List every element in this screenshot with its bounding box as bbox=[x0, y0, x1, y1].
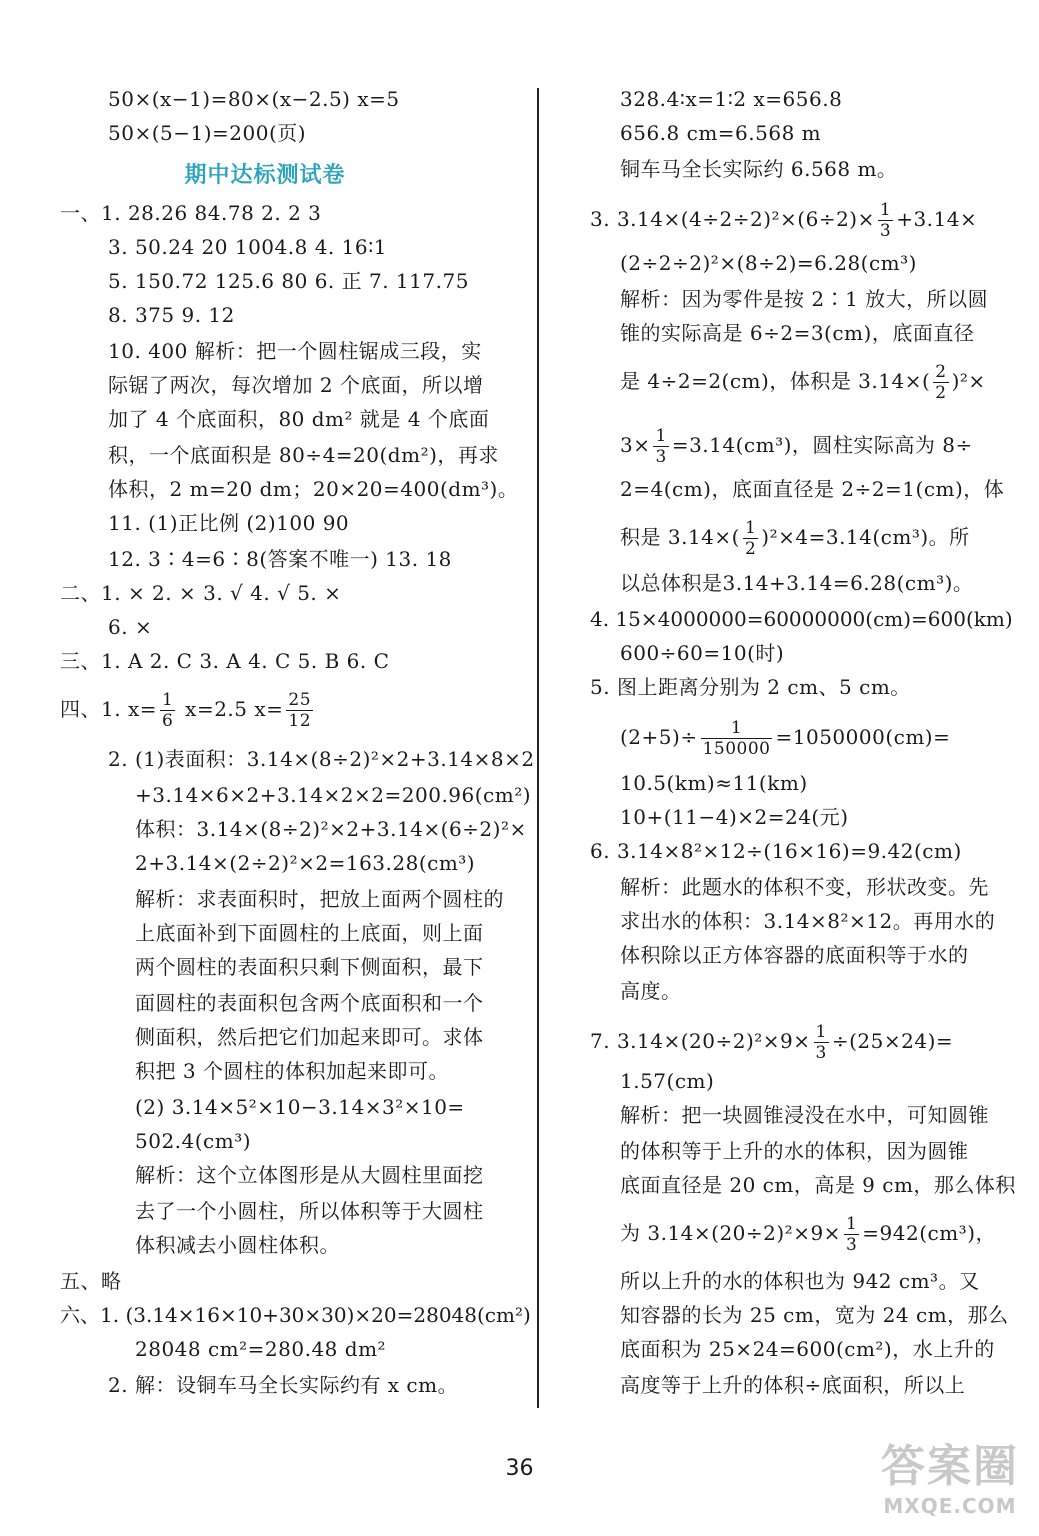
answer-line: 2=4(cm)，底面直径是 2÷2=1(cm)，体 bbox=[620, 477, 1005, 501]
answer-line: 体积减去小圆柱体积。 bbox=[135, 1233, 340, 1257]
answer-line-with-fraction bbox=[590, 1022, 953, 1063]
denominator: 2 bbox=[744, 539, 757, 559]
answer-line: 10.5(km)≈11(km) bbox=[620, 771, 808, 795]
answer-line: 10+(11−4)×2=24(元) bbox=[620, 805, 849, 829]
denominator: 6 bbox=[161, 711, 174, 731]
answer-line: 去了一个小圆柱，所以体积等于大圆柱 bbox=[135, 1199, 484, 1223]
denominator: 3 bbox=[879, 221, 892, 241]
fraction bbox=[653, 426, 668, 467]
numerator: 1 bbox=[744, 518, 757, 538]
numerator: 1 bbox=[845, 1214, 858, 1234]
answer-line: 600÷60=10(时) bbox=[620, 641, 785, 665]
fraction bbox=[701, 718, 773, 759]
answer-line: 502.4(cm³) bbox=[135, 1129, 252, 1153]
answer-line: 际锯了两次，每次增加 2 个底面，所以增 bbox=[108, 373, 484, 397]
fraction bbox=[160, 690, 175, 731]
text-segment: 是 4÷2=2(cm)，体积是 3.14×( bbox=[620, 369, 931, 393]
column-divider bbox=[537, 88, 539, 1408]
answer-line: 解析：把一块圆锥浸没在水中，可知圆锥 bbox=[620, 1103, 989, 1127]
answer-line-with-fraction bbox=[620, 362, 986, 403]
answer-line: 加了 4 个底面积，80 dm² 就是 4 个底面 bbox=[108, 407, 490, 431]
answer-line: 体积：3.14×(8÷2)²×2+3.14×(6÷2)²× bbox=[135, 817, 527, 841]
answer-line: 五、略 bbox=[60, 1269, 122, 1293]
numerator: 1 bbox=[655, 426, 667, 446]
answer-line: 12. 3∶4=6∶8(答案不唯一) 13. 18 bbox=[108, 547, 452, 571]
denominator: 3 bbox=[815, 1043, 827, 1063]
answer-line: 底面积为 25×24=600(cm²)，水上升的 bbox=[620, 1337, 995, 1361]
answer-line: (2÷2÷2)²×(8÷2)=6.28(cm³) bbox=[620, 251, 917, 275]
numerator: 25 bbox=[288, 690, 312, 710]
text-segment: 3× bbox=[620, 433, 651, 457]
denominator: 2 bbox=[935, 383, 947, 403]
fraction bbox=[814, 1022, 829, 1063]
answer-line: 六、1. (3.14×16×10+30×30)×20=28048(cm²) bbox=[60, 1303, 531, 1327]
answer-line-with-fractions bbox=[60, 690, 316, 731]
text-segment: x=2.5 x= bbox=[178, 697, 284, 721]
text-segment: =3.14(cm³)，圆柱实际高为 8÷ bbox=[671, 433, 973, 457]
text-segment: )²× bbox=[951, 369, 986, 393]
answer-line: 10. 400 解析：把一个圆柱锯成三段，实 bbox=[108, 339, 482, 363]
answer-line: 侧面积，然后把它们加起来即可。求体 bbox=[135, 1025, 484, 1049]
answer-line: 二、1. × 2. × 3. √ 4. √ 5. × bbox=[60, 581, 342, 605]
numerator: 1 bbox=[815, 1022, 827, 1042]
answer-line: 所以上升的水的体积也为 942 cm³。又 bbox=[620, 1269, 980, 1293]
answer-line: 5. 图上距离分别为 2 cm、5 cm。 bbox=[590, 675, 911, 699]
denominator: 150000 bbox=[702, 739, 771, 759]
answer-line: 2. 解：设铜车马全长实际约有 x cm。 bbox=[108, 1373, 459, 1397]
answer-line: (2) 3.14×5²×10−3.14×3²×10= bbox=[135, 1095, 465, 1119]
answer-line: 2+3.14×(2÷2)²×2=163.28(cm³) bbox=[135, 851, 476, 875]
numerator: 1 bbox=[879, 200, 892, 220]
text-segment: 3. 3.14×(4÷2÷2)²×(6÷2)× bbox=[590, 207, 875, 231]
text-segment: =942(cm³)， bbox=[862, 1221, 997, 1245]
answer-line: 2. (1)表面积：3.14×(8÷2)²×2+3.14×8×2 bbox=[108, 747, 535, 771]
answer-line: 656.8 cm=6.568 m bbox=[620, 121, 822, 145]
page-number: 36 bbox=[505, 1456, 534, 1481]
numerator: 2 bbox=[935, 362, 947, 382]
watermark-text: 答案圈 bbox=[881, 1441, 1019, 1492]
answer-line: 6. 3.14×8²×12÷(16×16)=9.42(cm) bbox=[590, 839, 962, 863]
fraction bbox=[878, 200, 893, 241]
answer-line: 面圆柱的表面积包含两个底面积和一个 bbox=[135, 991, 484, 1015]
section-title: 期中达标测试卷 bbox=[184, 163, 346, 188]
answer-line: 高度等于上升的体积÷底面积，所以上 bbox=[620, 1373, 966, 1397]
answer-line: 体积，2 m=20 dm；20×20=400(dm³)。 bbox=[108, 477, 519, 501]
fraction bbox=[286, 690, 313, 731]
answer-line: 解析：求表面积时，把放上面两个圆柱的 bbox=[135, 887, 504, 911]
fraction bbox=[743, 518, 758, 559]
answer-line: 积把 3 个圆柱的体积加起来即可。 bbox=[135, 1059, 449, 1083]
text-segment: 为 3.14×(20÷2)²×9× bbox=[620, 1221, 841, 1245]
numerator: 1 bbox=[161, 690, 174, 710]
answer-line: 求出水的体积：3.14×8²×12。再用水的 bbox=[620, 909, 996, 933]
answer-line: 解析：这个立体图形是从大圆柱里面挖 bbox=[135, 1163, 484, 1187]
answer-line: 50×(5−1)=200(页) bbox=[108, 121, 307, 145]
text-segment: +3.14× bbox=[896, 207, 978, 231]
answer-line: 28048 cm²=280.48 dm² bbox=[135, 1337, 387, 1361]
answer-line: 5. 150.72 125.6 80 6. 正 7. 117.75 bbox=[108, 269, 469, 293]
numerator: 1 bbox=[701, 718, 773, 739]
text-segment: 7. 3.14×(20÷2)²×9× bbox=[590, 1029, 811, 1053]
answer-line: 积，一个底面积是 80÷4=20(dm²)，再求 bbox=[108, 443, 499, 467]
denominator: 3 bbox=[655, 447, 667, 467]
answer-line: 328.4∶x=1∶2 x=656.8 bbox=[620, 87, 843, 111]
answer-line: 两个圆柱的表面积只剩下侧面积，最下 bbox=[135, 955, 484, 979]
answer-line: 50×(x−1)=80×(x−2.5) x=5 bbox=[108, 87, 400, 111]
answer-line: 底面直径是 20 cm，高是 9 cm，那么体积 bbox=[620, 1173, 1016, 1197]
answer-line-with-fraction bbox=[620, 1214, 996, 1255]
answer-line: 解析：因为零件是按 2∶1 放大，所以圆 bbox=[620, 287, 989, 311]
text-segment: )²×4=3.14(cm³)。所 bbox=[761, 525, 970, 549]
answer-line-with-fraction bbox=[590, 200, 977, 241]
text-segment: =1050000(cm)= bbox=[775, 725, 951, 749]
answer-line-with-fraction bbox=[620, 518, 970, 559]
watermark-url: MXQE.COM bbox=[883, 1494, 1017, 1518]
text-segment: (2+5)÷ bbox=[620, 725, 698, 749]
answer-line: 体积除以正方体容器的底面积等于水的 bbox=[620, 943, 969, 967]
answer-line: 上底面补到下面圆柱的上底面，则上面 bbox=[135, 921, 484, 945]
text-segment: 四、1. x= bbox=[60, 697, 157, 721]
answer-line: 1.57(cm) bbox=[620, 1069, 715, 1093]
denominator: 12 bbox=[288, 711, 312, 731]
answer-line: 6. × bbox=[108, 615, 153, 639]
answer-line: 8. 375 9. 12 bbox=[108, 303, 235, 327]
text-segment: ÷(25×24)= bbox=[831, 1029, 954, 1053]
answer-line: 11. (1)正比例 (2)100 90 bbox=[108, 511, 350, 535]
answer-line-with-fraction bbox=[620, 718, 950, 759]
answer-line: 一、1. 28.26 84.78 2. 2 3 bbox=[60, 201, 322, 225]
answer-line: 锥的实际高是 6÷2=3(cm)，底面直径 bbox=[620, 321, 975, 345]
answer-line: 4. 15×4000000=60000000(cm)=600(km) bbox=[590, 607, 1013, 631]
answer-line: +3.14×6×2+3.14×2×2=200.96(cm²) bbox=[135, 783, 532, 807]
answer-line: 高度。 bbox=[620, 979, 682, 1003]
answer-line: 以总体积是3.14+3.14=6.28(cm³)。 bbox=[620, 571, 974, 595]
answer-line-with-fraction bbox=[620, 426, 973, 467]
answer-line: 知容器的长为 25 cm，宽为 24 cm，那么 bbox=[620, 1303, 1009, 1327]
fraction bbox=[933, 362, 948, 403]
fraction bbox=[844, 1214, 859, 1255]
answer-line: 3. 50.24 20 1004.8 4. 16∶1 bbox=[108, 235, 388, 259]
text-segment: 积是 3.14×( bbox=[620, 525, 740, 549]
denominator: 3 bbox=[845, 1235, 858, 1255]
answer-line: 的体积等于上升的水的体积，因为圆锥 bbox=[620, 1139, 969, 1163]
answer-line: 解析：此题水的体积不变，形状改变。先 bbox=[620, 875, 989, 899]
answer-line: 铜车马全长实际约 6.568 m。 bbox=[620, 157, 898, 181]
answer-line: 三、1. A 2. C 3. A 4. C 5. B 6. C bbox=[60, 649, 390, 673]
watermark-logo bbox=[875, 1440, 1025, 1530]
